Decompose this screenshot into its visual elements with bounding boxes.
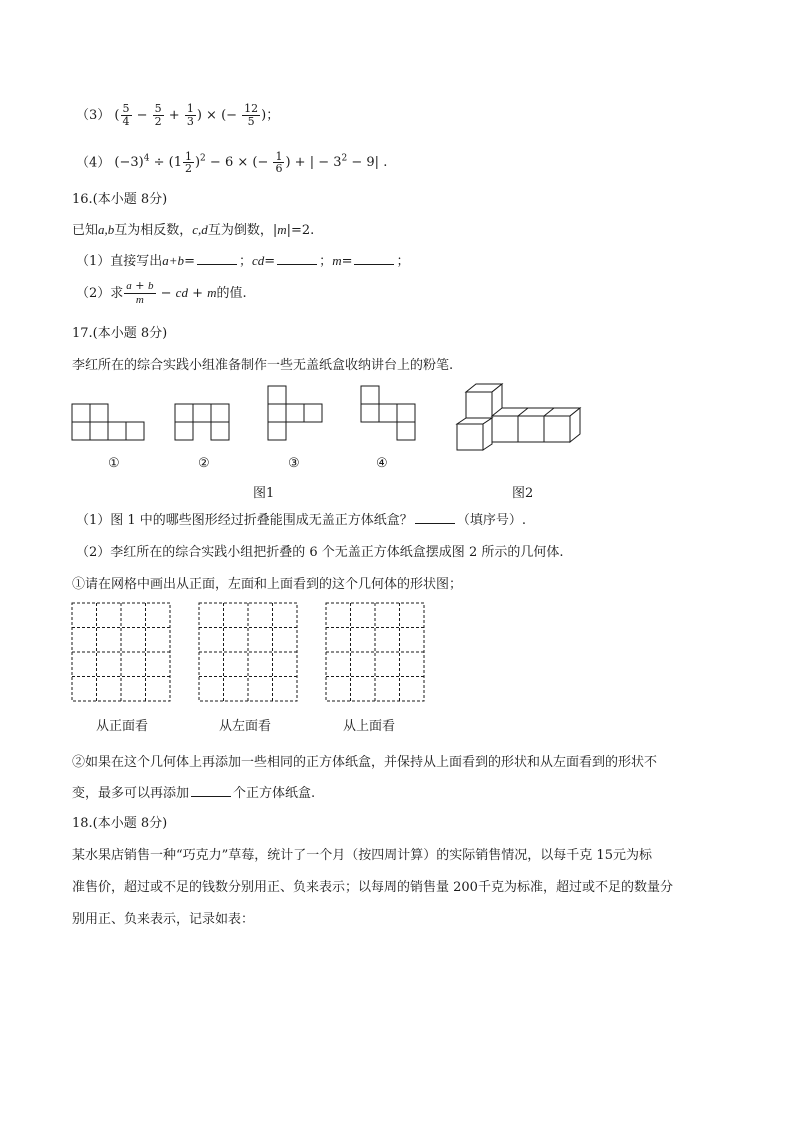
q17-header: 17.(本小题 8分) bbox=[72, 326, 168, 341]
q16-stem: 已知a,b互为相反数，c,d互为倒数，|m|=2. bbox=[72, 222, 315, 238]
expression: $(-3)^4 \div (1$ $\frac{1}{2}$ )$^2$ − 6 × (− $\frac{1}{6}$ ) + | − $3^2 - 9|$ . bbox=[114, 149, 388, 176]
grid-left-view[interactable] bbox=[199, 603, 297, 701]
expression: ( $\frac{5}{4}$ − $\frac{5}{2}$ + $\frac{1}{3}$ ) × (− $\frac{12}{5}$ )； bbox=[114, 102, 280, 128]
q17-sub2-line1: ②如果在这个几何体上再添加一些相同的正方体纸盒，并保持从上面看到的形状和从左面看到的形状不 bbox=[72, 755, 658, 770]
q16-part1: （1）直接写出a+b= ；cd= ；m= ； bbox=[76, 253, 410, 269]
q17-sub2-line2: 变，最多可以再添加 个正方体纸盒. bbox=[72, 786, 316, 801]
q18-header: 18.(本小题 8分) bbox=[72, 816, 168, 831]
grid-label-left: 从左面看 bbox=[219, 719, 272, 734]
grid-label-top: 从上面看 bbox=[343, 719, 396, 734]
fig2-caption: 图2 bbox=[512, 486, 534, 501]
q18-line1: 某水果店销售一种“巧克力”草莓，统计了一个月（按四周计算）的实际销售情况，以每千克 15元为标 bbox=[72, 848, 652, 863]
fig1-caption: 图1 bbox=[253, 486, 275, 501]
item-label: （3） bbox=[76, 108, 111, 123]
q18-line3: 别用正、负来表示，记录如表： bbox=[72, 912, 255, 927]
grid-label-front: 从正面看 bbox=[96, 719, 149, 734]
q16-header: 16.(本小题 8分) bbox=[72, 192, 168, 207]
grid-front-view[interactable] bbox=[72, 603, 170, 701]
grid-top-view[interactable] bbox=[326, 603, 424, 701]
q17-part2: （2）李红所在的综合实践小组把折叠的 6 个无盖正方体纸盒摆成图 2 所示的几何体. bbox=[76, 545, 564, 560]
net-label-3: ③ bbox=[288, 456, 300, 471]
net-label-2: ② bbox=[198, 456, 210, 471]
q16-part2: （2）求 $\frac{a + b}{m}$ − cd + m的值. bbox=[76, 279, 247, 306]
net-label-4: ④ bbox=[376, 456, 388, 471]
q18-line2: 准售价，超过或不足的钱数分别用正、负来表示；以每周的销售量 200千克为标准，超过或不足的数量分 bbox=[72, 880, 673, 895]
q17-sub1: ①请在网格中画出从正面，左面和上面看到的这个几何体的形状图； bbox=[72, 577, 463, 592]
net-label-1: ① bbox=[108, 456, 120, 471]
item-label: （4） bbox=[76, 155, 111, 171]
q17-part1: （1）图 1 中的哪些图形经过折叠能围成无盖正方体纸盒？ （填序号）. bbox=[76, 513, 526, 528]
q17-intro: 李红所在的综合实践小组准备制作一些无盖纸盒收纳讲台上的粉笔. bbox=[72, 358, 454, 373]
answer-blank-count[interactable] bbox=[191, 796, 231, 797]
